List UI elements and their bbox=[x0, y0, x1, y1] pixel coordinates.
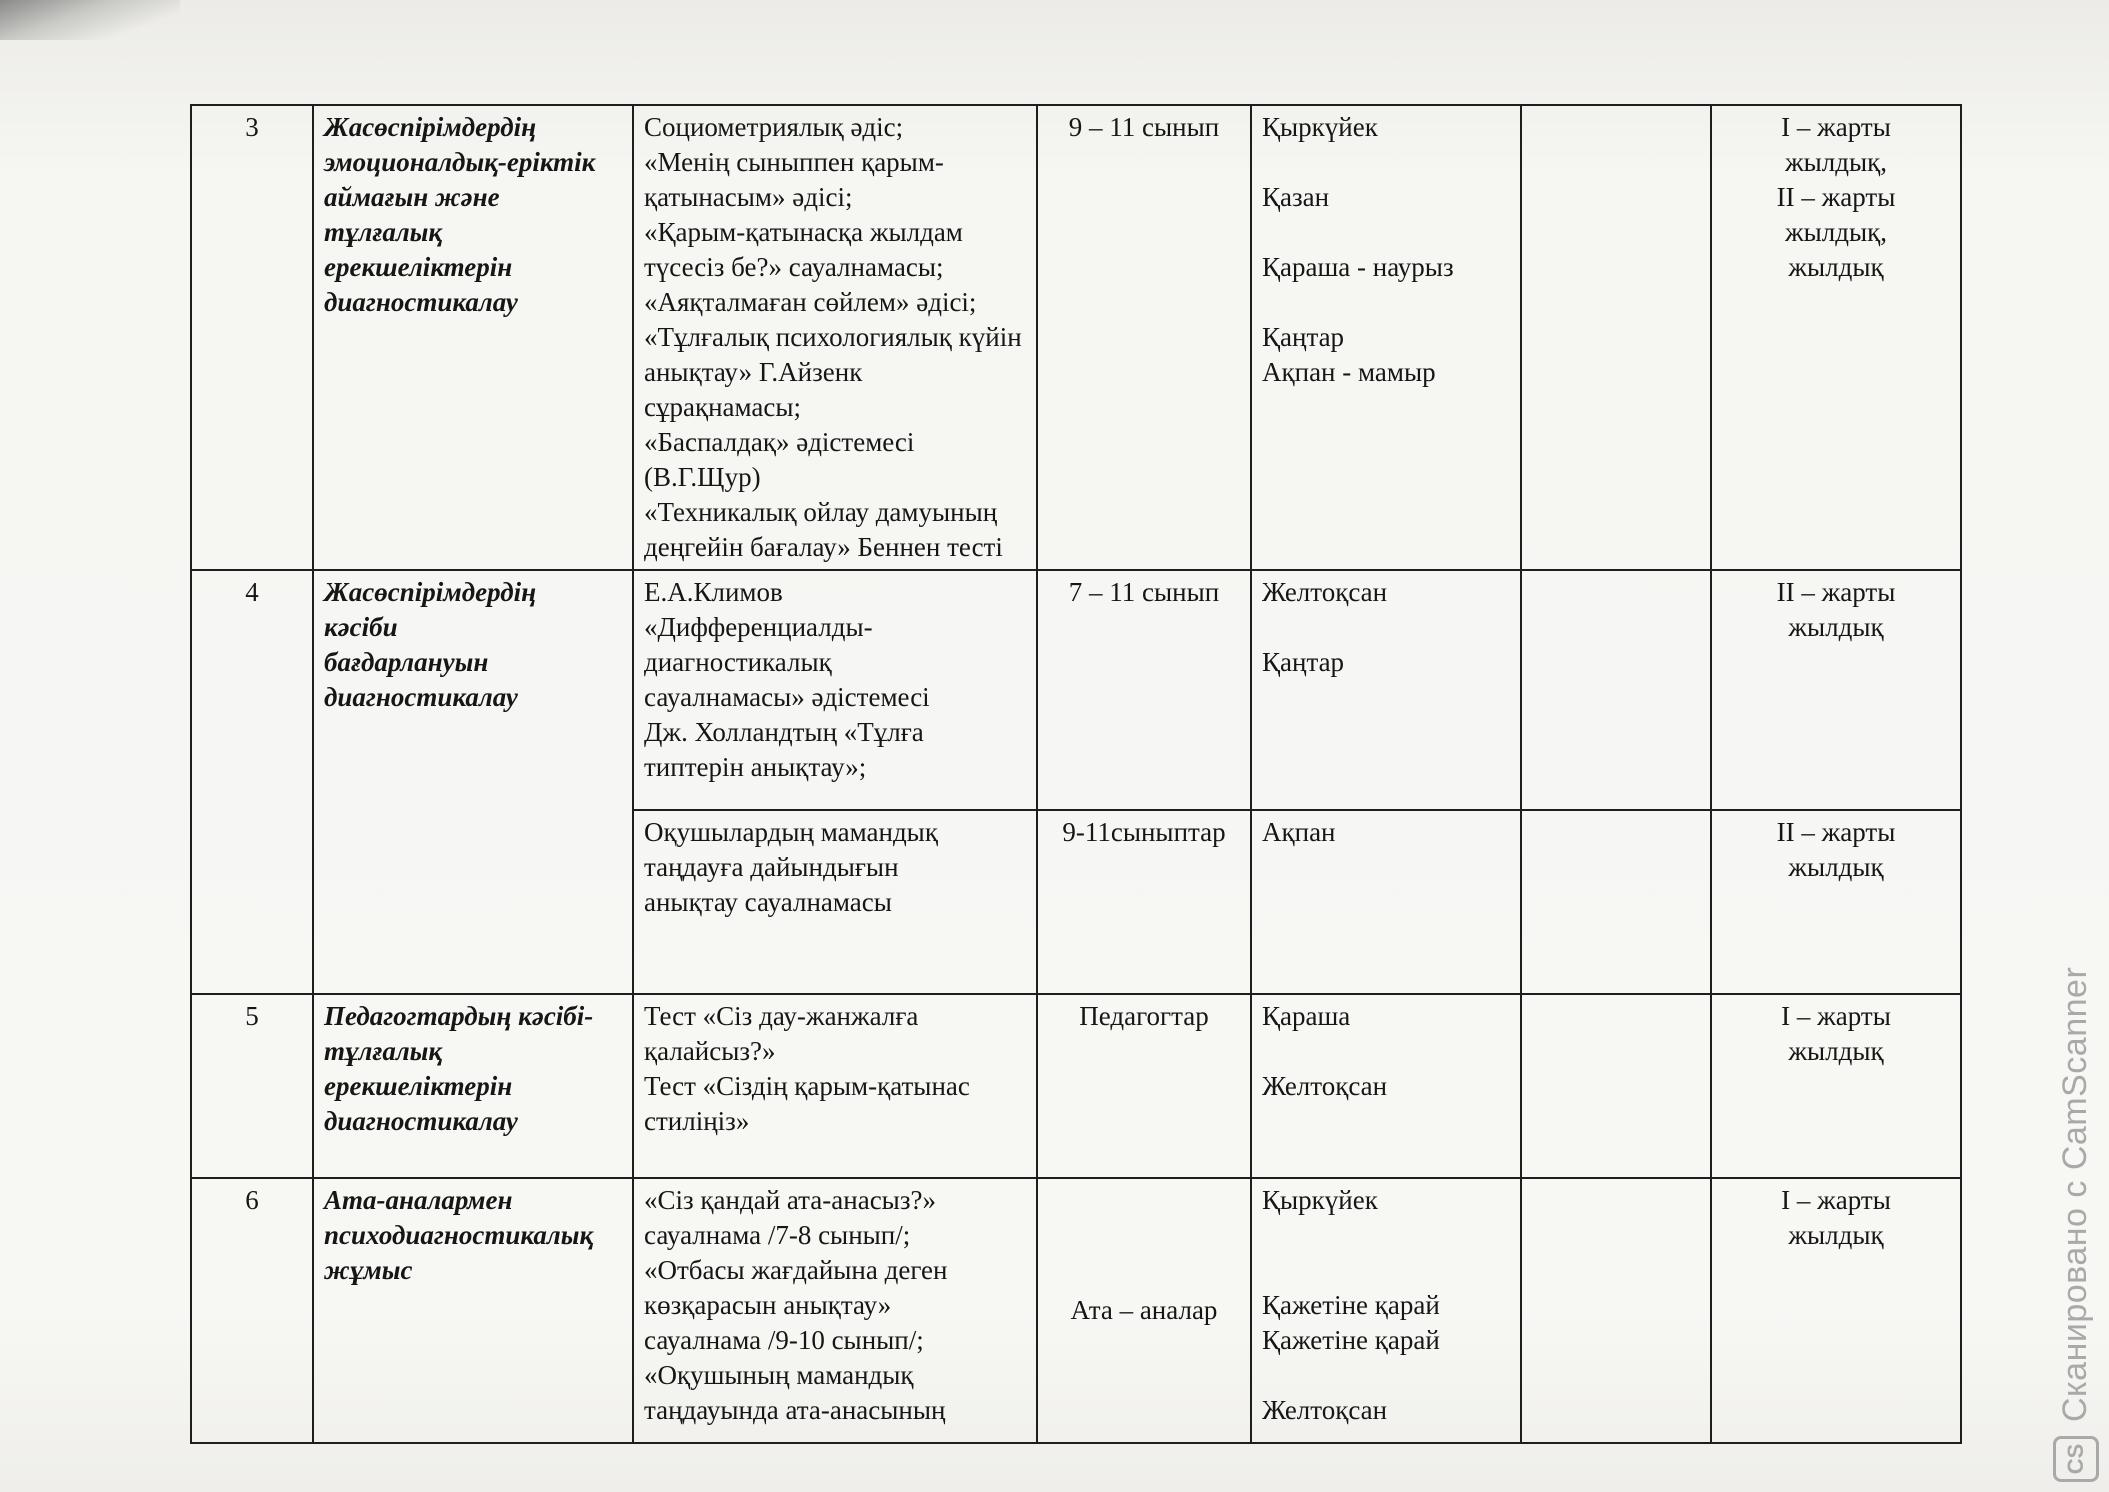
cell-line: «Тұлғалық психологиялық күйін bbox=[644, 322, 1022, 352]
cell-line: сауалнамасы» әдістемесі bbox=[644, 682, 930, 712]
cell-line: диагностикалау bbox=[324, 1106, 518, 1136]
cell-line: II – жарты bbox=[1776, 577, 1896, 607]
cell-line: Қазан bbox=[1262, 182, 1330, 212]
cell-line: Социометриялық әдіс; bbox=[644, 112, 904, 142]
cell-line: Тест «Сіз дау-жанжалға bbox=[644, 1001, 919, 1031]
cell-line: ерекшеліктерін bbox=[324, 1071, 513, 1101]
cell-line: I – жарты bbox=[1781, 1001, 1891, 1031]
cell-line: Тест «Сіздің қарым-қатынас bbox=[644, 1071, 970, 1101]
cell-line: Ата-аналармен bbox=[324, 1185, 513, 1215]
target-group: 9-11сыныптар bbox=[1062, 817, 1226, 847]
cell-line: жылдық bbox=[1788, 1220, 1884, 1250]
cell-line: көзқарасын анықтау» bbox=[644, 1290, 892, 1320]
report-period-cell bbox=[1711, 105, 1961, 570]
cell-line: (В.Г.Щур) bbox=[644, 462, 761, 492]
table-body bbox=[191, 105, 1961, 1443]
cell-line: Қыркүйек bbox=[1262, 1185, 1378, 1215]
scan-corner-shadow bbox=[0, 0, 180, 40]
period-cell bbox=[1251, 570, 1521, 810]
cell-line: аймағын және bbox=[324, 182, 500, 212]
cell-line: «Аяқталмаған сөйлем» әдісі; bbox=[644, 287, 977, 317]
cell-line: «Оқушының мамандық bbox=[644, 1360, 914, 1390]
table-row bbox=[191, 105, 1961, 570]
cell-line: жылдық bbox=[1788, 252, 1884, 282]
row-number: 3 bbox=[191, 105, 313, 570]
cell-line: Желтоқсан bbox=[1262, 577, 1388, 607]
cell-line: «Баспалдақ» әдістемесі bbox=[644, 427, 915, 457]
cell-line: қатынасым» әдісі; bbox=[644, 182, 853, 212]
cell-line: жылдық bbox=[1788, 1036, 1884, 1066]
cell-line: түсесіз бе?» сауалнамасы; bbox=[644, 252, 944, 282]
cell-line: I – жарты bbox=[1781, 1185, 1891, 1215]
cell-line: Қаңтар bbox=[1262, 322, 1345, 352]
cell-line: «Қарым-қатынасқа жылдам bbox=[644, 217, 963, 247]
cell-line: анықтау сауалнамасы bbox=[644, 887, 892, 917]
direction-title bbox=[313, 570, 633, 994]
report-period-cell bbox=[1711, 994, 1961, 1178]
cell-line: Қыркүйек bbox=[1262, 112, 1378, 142]
table-row bbox=[191, 570, 1961, 810]
cell-line: Жасөспірімдердің bbox=[324, 577, 537, 607]
cell-line: Оқушылардың мамандық bbox=[644, 817, 938, 847]
methods-cell bbox=[633, 105, 1037, 570]
cell-line: жылдық bbox=[1788, 852, 1884, 882]
cell-line: сауалнама /7-8 сынып/; bbox=[644, 1220, 911, 1250]
target-group-cell bbox=[1037, 105, 1251, 570]
cell-line: диагностикалау bbox=[324, 682, 518, 712]
period-cell bbox=[1251, 105, 1521, 570]
target-group: 9 – 11 сынып bbox=[1068, 112, 1220, 142]
report-period-cell bbox=[1711, 570, 1961, 810]
cell-line: деңгейін бағалау» Беннен тесті bbox=[644, 532, 1003, 562]
cell-line: типтерін анықтау»; bbox=[644, 752, 867, 782]
cell-line: диагностикалық bbox=[644, 647, 832, 677]
target-group: Ата – аналар bbox=[1070, 1295, 1218, 1325]
camscanner-logo-icon: CS bbox=[2053, 1436, 2099, 1482]
cell-line: диагностикалау bbox=[324, 287, 518, 317]
cell-line: тұлғалық bbox=[324, 217, 443, 247]
methods-cell bbox=[633, 1178, 1037, 1443]
cell-line: Жасөспірімдердің bbox=[324, 112, 537, 142]
cell-line: таңдауында ата-анасының bbox=[644, 1395, 946, 1425]
cell-line: кәсіби bbox=[324, 612, 398, 642]
period-cell bbox=[1251, 994, 1521, 1178]
target-group-cell bbox=[1037, 810, 1251, 994]
cell-line: «Менің сыныппен қарым- bbox=[644, 147, 944, 177]
cell-line: I – жарты bbox=[1781, 112, 1891, 142]
direction-title bbox=[313, 105, 633, 570]
methods-cell bbox=[633, 810, 1037, 994]
cell-line: жылдық bbox=[1788, 612, 1884, 642]
cell-line bbox=[1262, 610, 1510, 645]
cell-line: Педагогтардың кәсібі- bbox=[324, 1001, 594, 1031]
cell-line: II – жарты bbox=[1776, 817, 1896, 847]
cell-line bbox=[1262, 1358, 1510, 1393]
cell-line: Ақпан bbox=[1262, 817, 1336, 847]
camscanner-watermark bbox=[2045, 902, 2107, 1482]
target-group: 7 – 11 сынып bbox=[1068, 577, 1220, 607]
cell-line: анықтау» Г.Айзенк сұрақнамасы; bbox=[644, 357, 863, 422]
cell-line: стиліңіз» bbox=[644, 1106, 750, 1136]
cell-line: жылдық, bbox=[1784, 147, 1887, 177]
cell-line: Қажетіне қарай bbox=[1262, 1290, 1440, 1320]
cell-line: жұмыс bbox=[324, 1255, 413, 1285]
empty-cell bbox=[1521, 570, 1711, 810]
report-period-cell bbox=[1711, 1178, 1961, 1443]
empty-cell bbox=[1521, 1178, 1711, 1443]
methods-cell bbox=[633, 994, 1037, 1178]
methods-cell bbox=[633, 570, 1037, 810]
target-group-cell bbox=[1037, 1178, 1251, 1443]
empty-cell bbox=[1521, 994, 1711, 1178]
cell-line: Ақпан - мамыр bbox=[1262, 357, 1436, 387]
cell-line bbox=[1262, 1218, 1510, 1253]
cell-line bbox=[1262, 215, 1510, 250]
cell-line: «Сіз қандай ата-анасыз?» bbox=[644, 1185, 936, 1215]
target-group-cell bbox=[1037, 994, 1251, 1178]
report-period-cell bbox=[1711, 810, 1961, 994]
row-number: 4 bbox=[191, 570, 313, 994]
direction-title bbox=[313, 1178, 633, 1443]
cell-line: Е.А.Климов bbox=[644, 577, 783, 607]
direction-title bbox=[313, 994, 633, 1178]
cell-line: ерекшеліктерін bbox=[324, 252, 513, 282]
cell-line: бағдарлануын bbox=[324, 647, 489, 677]
cell-line: Желтоқсан bbox=[1262, 1071, 1388, 1101]
cell-line: II – жарты bbox=[1776, 182, 1896, 212]
period-cell bbox=[1251, 810, 1521, 994]
cell-line: эмоционалдық-еріктік bbox=[324, 147, 596, 177]
cell-line: Қараша bbox=[1262, 1001, 1351, 1031]
period-cell bbox=[1251, 1178, 1521, 1443]
cell-line: жылдық, bbox=[1784, 217, 1887, 247]
row-number: 6 bbox=[191, 1178, 313, 1443]
cell-line bbox=[1262, 145, 1510, 180]
cell-line: таңдауға дайындығын bbox=[644, 852, 899, 882]
target-group-cell bbox=[1037, 570, 1251, 810]
row-number: 5 bbox=[191, 994, 313, 1178]
cell-line bbox=[1262, 1034, 1510, 1069]
cell-line bbox=[1262, 1253, 1510, 1288]
target-group: Педагогтар bbox=[1079, 1001, 1209, 1031]
cell-line: Қараша - наурыз bbox=[1262, 252, 1454, 282]
watermark-text: Сканировано с CamScanner bbox=[2056, 966, 2094, 1422]
cell-line: «Отбасы жағдайына деген bbox=[644, 1255, 948, 1285]
plan-table bbox=[190, 104, 1962, 1444]
cell-line: Дж. Холландтың «Тұлға bbox=[644, 717, 924, 747]
cell-line: тұлғалық bbox=[324, 1036, 443, 1066]
cell-line: «Техникалық ойлау дамуының bbox=[644, 497, 998, 527]
cell-line: психодиагностикалық bbox=[324, 1220, 594, 1250]
empty-cell bbox=[1521, 810, 1711, 994]
cell-line: Желтоқсан bbox=[1262, 1395, 1388, 1425]
cell-line: Қаңтар bbox=[1262, 647, 1345, 677]
cell-line: сауалнама /9-10 сынып/; bbox=[644, 1325, 924, 1355]
cell-line bbox=[1262, 285, 1510, 320]
table-row bbox=[191, 1178, 1961, 1443]
empty-cell bbox=[1521, 105, 1711, 570]
table-row bbox=[191, 994, 1961, 1178]
cell-line: қалайсыз?» bbox=[644, 1036, 776, 1066]
cell-line: Қажетіне қарай bbox=[1262, 1325, 1440, 1355]
cell-line: «Дифференциалды- bbox=[644, 612, 873, 642]
